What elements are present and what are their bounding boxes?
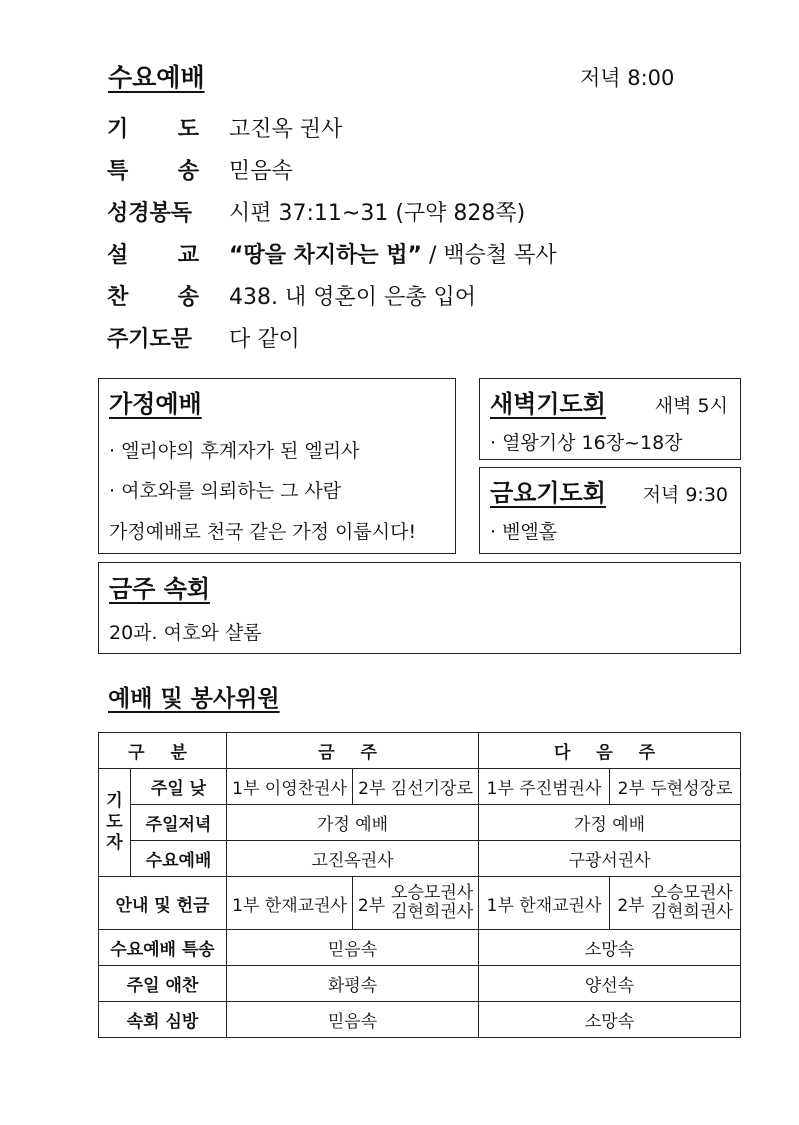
row-label-guide: 안내 및 헌금 [99, 877, 227, 930]
row-label: 성경봉독 [107, 200, 193, 226]
family-item: · 엘리야의 후계자가 된 엘리사 [109, 440, 360, 462]
friday-prayer-item: · 벧엘홀 [490, 521, 558, 543]
row-label-wednesday: 수요예배 [131, 841, 227, 877]
next-special: 소망속 [479, 930, 741, 966]
row-label: 기 도 [107, 116, 199, 142]
friday-prayer-box [479, 467, 741, 554]
this-special: 믿음속 [227, 930, 479, 966]
dawn-prayer-box [479, 378, 741, 460]
row-label-choir: 주일 애찬 [99, 966, 227, 1002]
cell-meeting-title: 금주 속회 [109, 575, 211, 603]
cell-meeting-box [98, 562, 741, 654]
row-value [229, 238, 557, 269]
row-special-song [107, 152, 293, 186]
sermon-title: “땅을 차지하는 법” [229, 242, 423, 268]
next-sunday-evening: 가정 예배 [479, 805, 741, 841]
row-label-special: 수요예배 특송 [99, 930, 227, 966]
table-row [99, 1002, 741, 1038]
this-choir: 화평속 [227, 966, 479, 1002]
row-prayer [107, 110, 342, 144]
next-wednesday: 구광서권사 [479, 841, 741, 877]
wednesday-title: 수요예배 [108, 63, 205, 92]
family-footer: 가정예배로 천국 같은 가정 이룹시다! [109, 521, 417, 543]
row-scripture [107, 194, 525, 228]
row-value: 시편 37:11~31 (구약 828쪽) [229, 200, 526, 226]
sermon-preacher: / 백승철 목사 [422, 242, 557, 268]
row-sermon [107, 236, 557, 270]
dawn-prayer-title: 새벽기도회 [490, 390, 606, 418]
row-label-visit: 속회 심방 [99, 1002, 227, 1038]
table-row [99, 877, 741, 930]
prayer-group-label: 기 도 자 [99, 769, 131, 877]
row-label: 설 교 [107, 242, 199, 268]
next-choir: 양선속 [479, 966, 741, 1002]
committee-title: 예배 및 봉사위원 [108, 686, 280, 712]
header-next-week: 다 음 주 [479, 733, 741, 769]
header-category: 구 분 [99, 733, 227, 769]
cell-meeting-item: 20과. 여호와 샬롬 [109, 622, 262, 644]
family-item: · 여호와를 의뢰하는 그 사람 [109, 480, 342, 502]
family-worship-box [98, 378, 456, 554]
friday-prayer-title: 금요기도회 [490, 479, 606, 507]
table-row [99, 930, 741, 966]
table-row [99, 966, 741, 1002]
row-label: 특 송 [107, 158, 199, 184]
row-hymn [107, 278, 476, 312]
next-visit: 소망속 [479, 1002, 741, 1038]
row-value: 믿음속 [229, 158, 293, 184]
friday-prayer-time: 저녁 9:30 [642, 484, 728, 506]
dawn-prayer-item: · 열왕기상 16장~18장 [490, 432, 683, 454]
row-value: 고진옥 권사 [229, 116, 343, 142]
header-this-week: 금 주 [227, 733, 479, 769]
this-sunday-day: 1부 이영찬권사 2부 김선기장로 [227, 769, 479, 805]
this-wednesday: 고진옥권사 [227, 841, 479, 877]
row-value: 다 같이 [229, 326, 300, 352]
table-row [99, 805, 741, 841]
table-row [99, 769, 741, 805]
family-worship-title: 가정예배 [109, 390, 202, 418]
row-value: 438. 내 영혼이 은총 입어 [229, 284, 476, 310]
wednesday-time: 저녁 8:00 [580, 66, 675, 90]
table-header-row [99, 733, 741, 769]
this-sunday-evening: 가정 예배 [227, 805, 479, 841]
next-sunday-day: 1부 주진범권사 2부 두현성장로 [479, 769, 741, 805]
row-label-sunday-day: 주일 낮 [131, 769, 227, 805]
this-guide: 1부 한재교권사 2부 오승모권사 김현희권사 [227, 877, 479, 930]
this-visit: 믿음속 [227, 1002, 479, 1038]
row-lords-prayer [107, 320, 300, 354]
dawn-prayer-time: 새벽 5시 [654, 395, 728, 417]
committee-table [98, 732, 741, 1038]
table-row [99, 841, 741, 877]
next-guide: 1부 한재교권사 2부 오승모권사 김현희권사 [479, 877, 741, 930]
row-label-sunday-evening: 주일저녁 [131, 805, 227, 841]
row-label: 주기도문 [107, 326, 193, 352]
row-label: 찬 송 [107, 284, 199, 310]
